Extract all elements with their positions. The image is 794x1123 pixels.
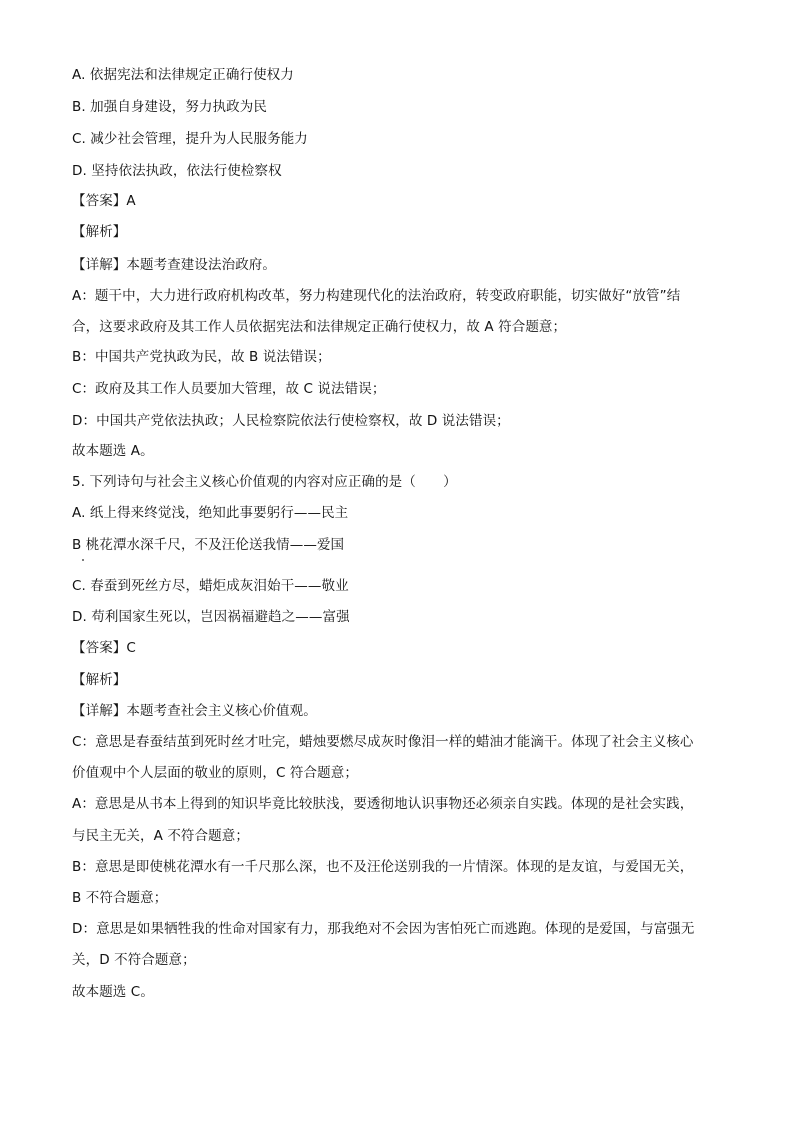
q4-answer: 【答案】A xyxy=(72,193,136,209)
q5-explanation-line: B：意思是即使桃花潭水有一千尺那么深，也不及汪伦送别我的一片情深。体现的是友谊，与爱国无关， xyxy=(72,859,694,875)
q4-option-c: C. 减少社会管理，提升为人民服务能力 xyxy=(72,131,308,147)
q5-detail: 【详解】本题考查社会主义核心价值观。 xyxy=(72,703,317,719)
q5-option-c: C. 春蚕到死丝方尽，蜡炬成灰泪始干——敬业 xyxy=(72,578,349,594)
q5-explanation-line: C：意思是春蚕结茧到死时丝才吐完，蜡烛要燃尽成灰时像泪一样的蜡油才能滴干。体现了社会主义核心 xyxy=(72,734,694,750)
q5-explanation-line: 关，D 不符合题意； xyxy=(72,952,196,968)
q5-analysis-heading: 【解析】 xyxy=(72,672,127,688)
q4-detail: 【详解】本题考查建设法治政府。 xyxy=(72,257,276,273)
q4-explanation-line: D：中国共产党依法执政；人民检察院依法行使检察权，故 D 说法错误； xyxy=(72,413,510,429)
q4-explanation-line: C：政府及其工作人员要加大管理，故 C 说法错误； xyxy=(72,381,386,397)
q4-option-d: D. 坚持依法执政，依法行使检察权 xyxy=(72,163,282,179)
q5-explanation-line: D：意思是如果牺牲我的性命对国家有力，那我绝对不会因为害怕死亡而逃跑。体现的是爱国，与富强无 xyxy=(72,921,695,937)
q5-question: 5. 下列诗句与社会主义核心价值观的内容对应正确的是（ ） xyxy=(72,474,457,490)
q4-explanation-line: B：中国共产党执政为民，故 B 说法错误； xyxy=(72,349,331,365)
q5-conclusion: 故本题选 C。 xyxy=(72,984,154,1000)
q4-explanation-line: A：题干中，大力进行政府机构改革，努力构建现代化的法治政府，转变政府职能，切实做好“放管”结 xyxy=(72,288,681,304)
stray-mark xyxy=(82,559,84,561)
q4-option-b: B. 加强自身建设，努力执政为民 xyxy=(72,99,267,115)
q5-option-d: D. 苟利国家生死以，岂因祸福避趋之——富强 xyxy=(72,609,350,625)
q5-explanation-line: A：意思是从书本上得到的知识毕竟比较肤浅，要透彻地认识事物还必须亲自实践。体现的是社会实践， xyxy=(72,796,694,812)
q4-explanation-line: 合，这要求政府及其工作人员依据宪法和法律规定正确行使权力，故 A 符合题意； xyxy=(72,319,567,335)
q4-option-a: A. 依据宪法和法律规定正确行使权力 xyxy=(72,67,294,83)
q5-explanation-line: 价值观中个人层面的敬业的原则，C 符合题意； xyxy=(72,765,358,781)
q5-option-a: A. 纸上得来终觉浅，绝知此事要躬行——民主 xyxy=(72,505,349,521)
q5-answer: 【答案】C xyxy=(72,640,136,656)
q5-explanation-line: B 不符合题意； xyxy=(72,890,168,906)
q4-analysis-heading: 【解析】 xyxy=(72,224,127,240)
q4-conclusion: 故本题选 A。 xyxy=(72,443,154,459)
q5-explanation-line: 与民主无关，A 不符合题意； xyxy=(72,828,249,844)
q5-option-b: B 桃花潭水深千尺，不及汪伦送我情——爱国 xyxy=(72,537,345,553)
